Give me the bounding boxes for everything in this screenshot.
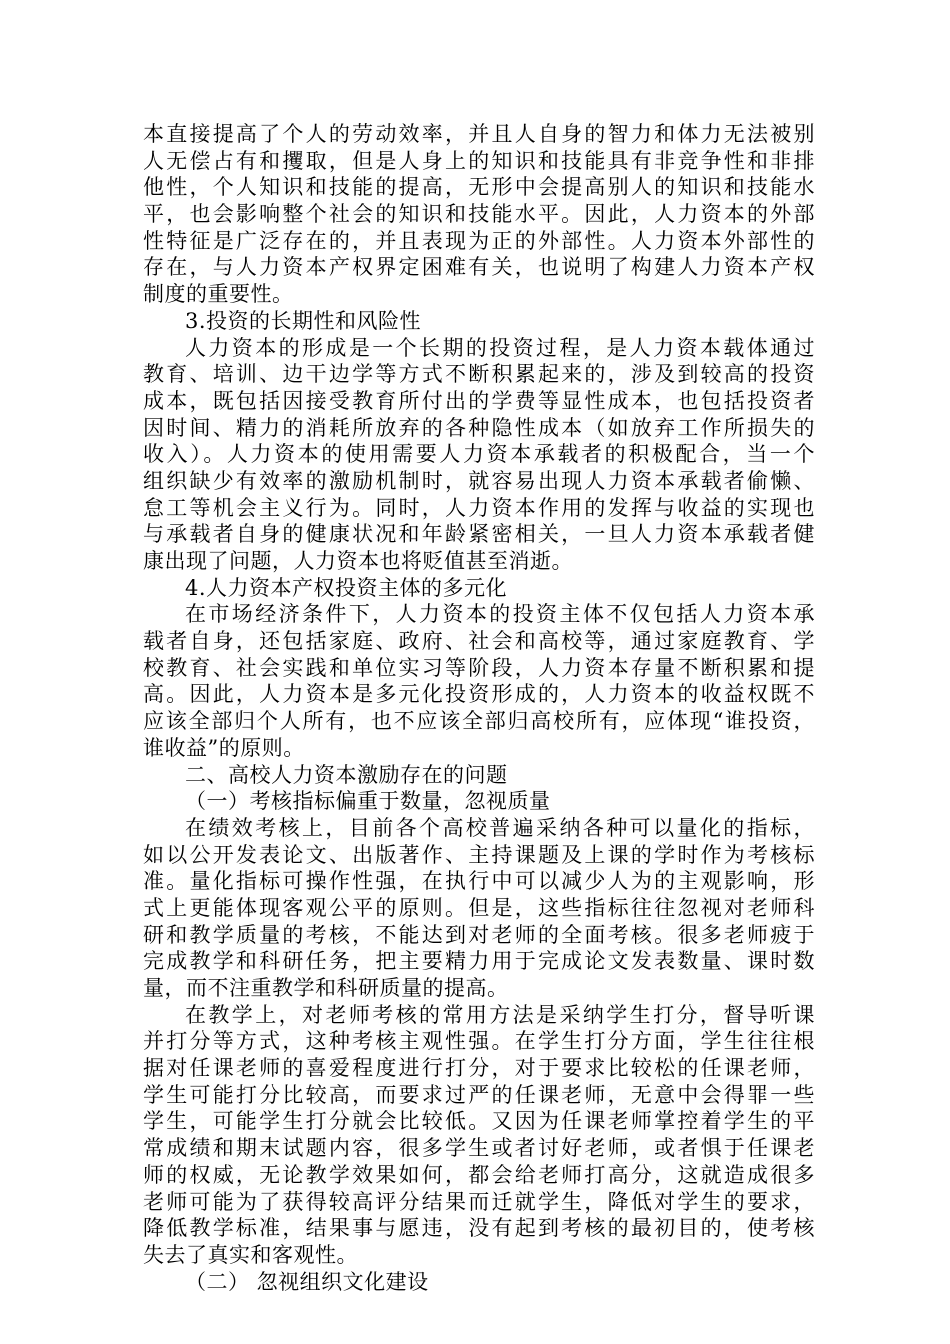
paragraph-line: 如以公开发表论文、出版著作、主持课题及上课的学时作为考核标 xyxy=(143,842,815,867)
paragraph-line: 校教育、社会实践和单位实习等阶段，人力资本存量不断积累和提 xyxy=(143,655,815,680)
section-heading: 4.人力资本产权投资主体的多元化 xyxy=(185,575,508,600)
section-heading: 3.投资的长期性和风险性 xyxy=(185,308,422,333)
paragraph-line: 成本，既包括因接受教育所付出的学费等显性成本，也包括投资者 xyxy=(143,388,815,413)
paragraph-line: 并打分等方式，这种考核主观性强。在学生打分方面，学生往往根 xyxy=(143,1029,815,1054)
paragraph-line: 老师可能为了获得较高评分结果而迁就学生，降低对学生的要求， xyxy=(143,1189,815,1214)
section-heading: （二） 忽视组织文化建设 xyxy=(185,1269,429,1294)
paragraph-line: 在教学上，对老师考核的常用方法是采纳学生打分，督导听课 xyxy=(185,1002,815,1027)
paragraph-line: 学生可能打分比较高，而要求过严的任课老师，无意中会得罪一些 xyxy=(143,1082,815,1107)
paragraph-line: 他性，个人知识和技能的提高，无形中会提高别人的知识和技能水 xyxy=(143,175,815,200)
paragraph-line: 与承载者自身的健康状况和年龄紧密相关，一旦人力资本承载者健 xyxy=(143,522,815,547)
paragraph-line: 平，也会影响整个社会的知识和技能水平。因此，人力资本的外部 xyxy=(143,202,815,227)
paragraph-line: 组织缺少有效率的激励机制时，就容易出现人力资本承载者偷懒、 xyxy=(143,468,815,493)
paragraph-line: 教育、培训、边干边学等方式不断积累起来的，涉及到较高的投资 xyxy=(143,362,815,387)
paragraph-line: 制度的重要性。 xyxy=(143,282,294,307)
paragraph-line: 高。因此，人力资本是多元化投资形成的，人力资本的收益权既不 xyxy=(143,682,815,707)
paragraph-line: 收入）。人力资本的使用需要人力资本承载者的积极配合，当一个 xyxy=(143,442,815,467)
paragraph-line: 师的权威，无论教学效果如何，都会给老师打高分，这就造成很多 xyxy=(143,1162,815,1187)
section-heading: 二、高校人力资本激励存在的问题 xyxy=(185,762,508,787)
section-heading: （一）考核指标偏重于数量，忽视质量 xyxy=(185,789,551,814)
paragraph-line: 常成绩和期末试题内容，很多学生或者讨好老师，或者惧于任课老 xyxy=(143,1136,815,1161)
paragraph-line: 人力资本的形成是一个长期的投资过程，是人力资本载体通过 xyxy=(185,335,815,360)
document-page xyxy=(143,121,815,1295)
paragraph-line: 谁收益”的原则。 xyxy=(143,735,305,760)
paragraph-line: 怠工等机会主义行为。同时，人力资本作用的发挥与收益的实现也 xyxy=(143,495,815,520)
paragraph-line: 康出现了问题，人力资本也将贬值甚至消逝。 xyxy=(143,549,573,573)
paragraph-line: 人无偿占有和攫取，但是人身上的知识和技能具有非竞争性和非排 xyxy=(143,148,815,173)
paragraph-line: 研和教学质量的考核，不能达到对老师的全面考核。很多老师疲于 xyxy=(143,922,815,947)
paragraph-line: 载者自身，还包括家庭、政府、社会和高校等，通过家庭教育、学 xyxy=(143,629,815,654)
paragraph-line: 准。量化指标可操作性强，在执行中可以减少人为的主观影响，形 xyxy=(143,869,815,894)
paragraph-line: 在绩效考核上，目前各个高校普遍采纳各种可以量化的指标， xyxy=(185,815,815,840)
paragraph-line: 学生，可能学生打分就会比较低。又因为任课老师掌控着学生的平 xyxy=(143,1109,815,1134)
paragraph-line: 完成教学和科研任务，把主要精力用于完成论文发表数量、课时数 xyxy=(143,949,815,974)
paragraph-line: 性特征是广泛存在的，并且表现为正的外部性。人力资本外部性的 xyxy=(143,228,815,253)
paragraph-line: 应该全部归个人所有，也不应该全部归高校所有，应体现“谁投资， xyxy=(143,709,815,734)
paragraph-line: 量，而不注重教学和科研质量的提高。 xyxy=(143,976,509,1000)
paragraph-line: 据对任课老师的喜爱程度进行打分，对于要求比较松的任课老师， xyxy=(143,1056,815,1081)
paragraph-line: 本直接提高了个人的劳动效率，并且人自身的智力和体力无法被别 xyxy=(143,122,815,146)
paragraph-line: 在市场经济条件下，人力资本的投资主体不仅包括人力资本承 xyxy=(185,602,815,627)
paragraph-line: 存在，与人力资本产权界定困难有关，也说明了构建人力资本产权 xyxy=(143,255,815,280)
paragraph-line: 式上更能体现客观公平的原则。但是，这些指标往往忽视对老师科 xyxy=(143,895,815,920)
paragraph-line: 降低教学标准，结果事与愿违，没有起到考核的最初目的，使考核 xyxy=(143,1216,815,1241)
paragraph-line: 失去了真实和客观性。 xyxy=(143,1242,358,1267)
paragraph-line: 因时间、精力的消耗所放弃的各种隐性成本（如放弃工作所损失的 xyxy=(143,415,815,440)
